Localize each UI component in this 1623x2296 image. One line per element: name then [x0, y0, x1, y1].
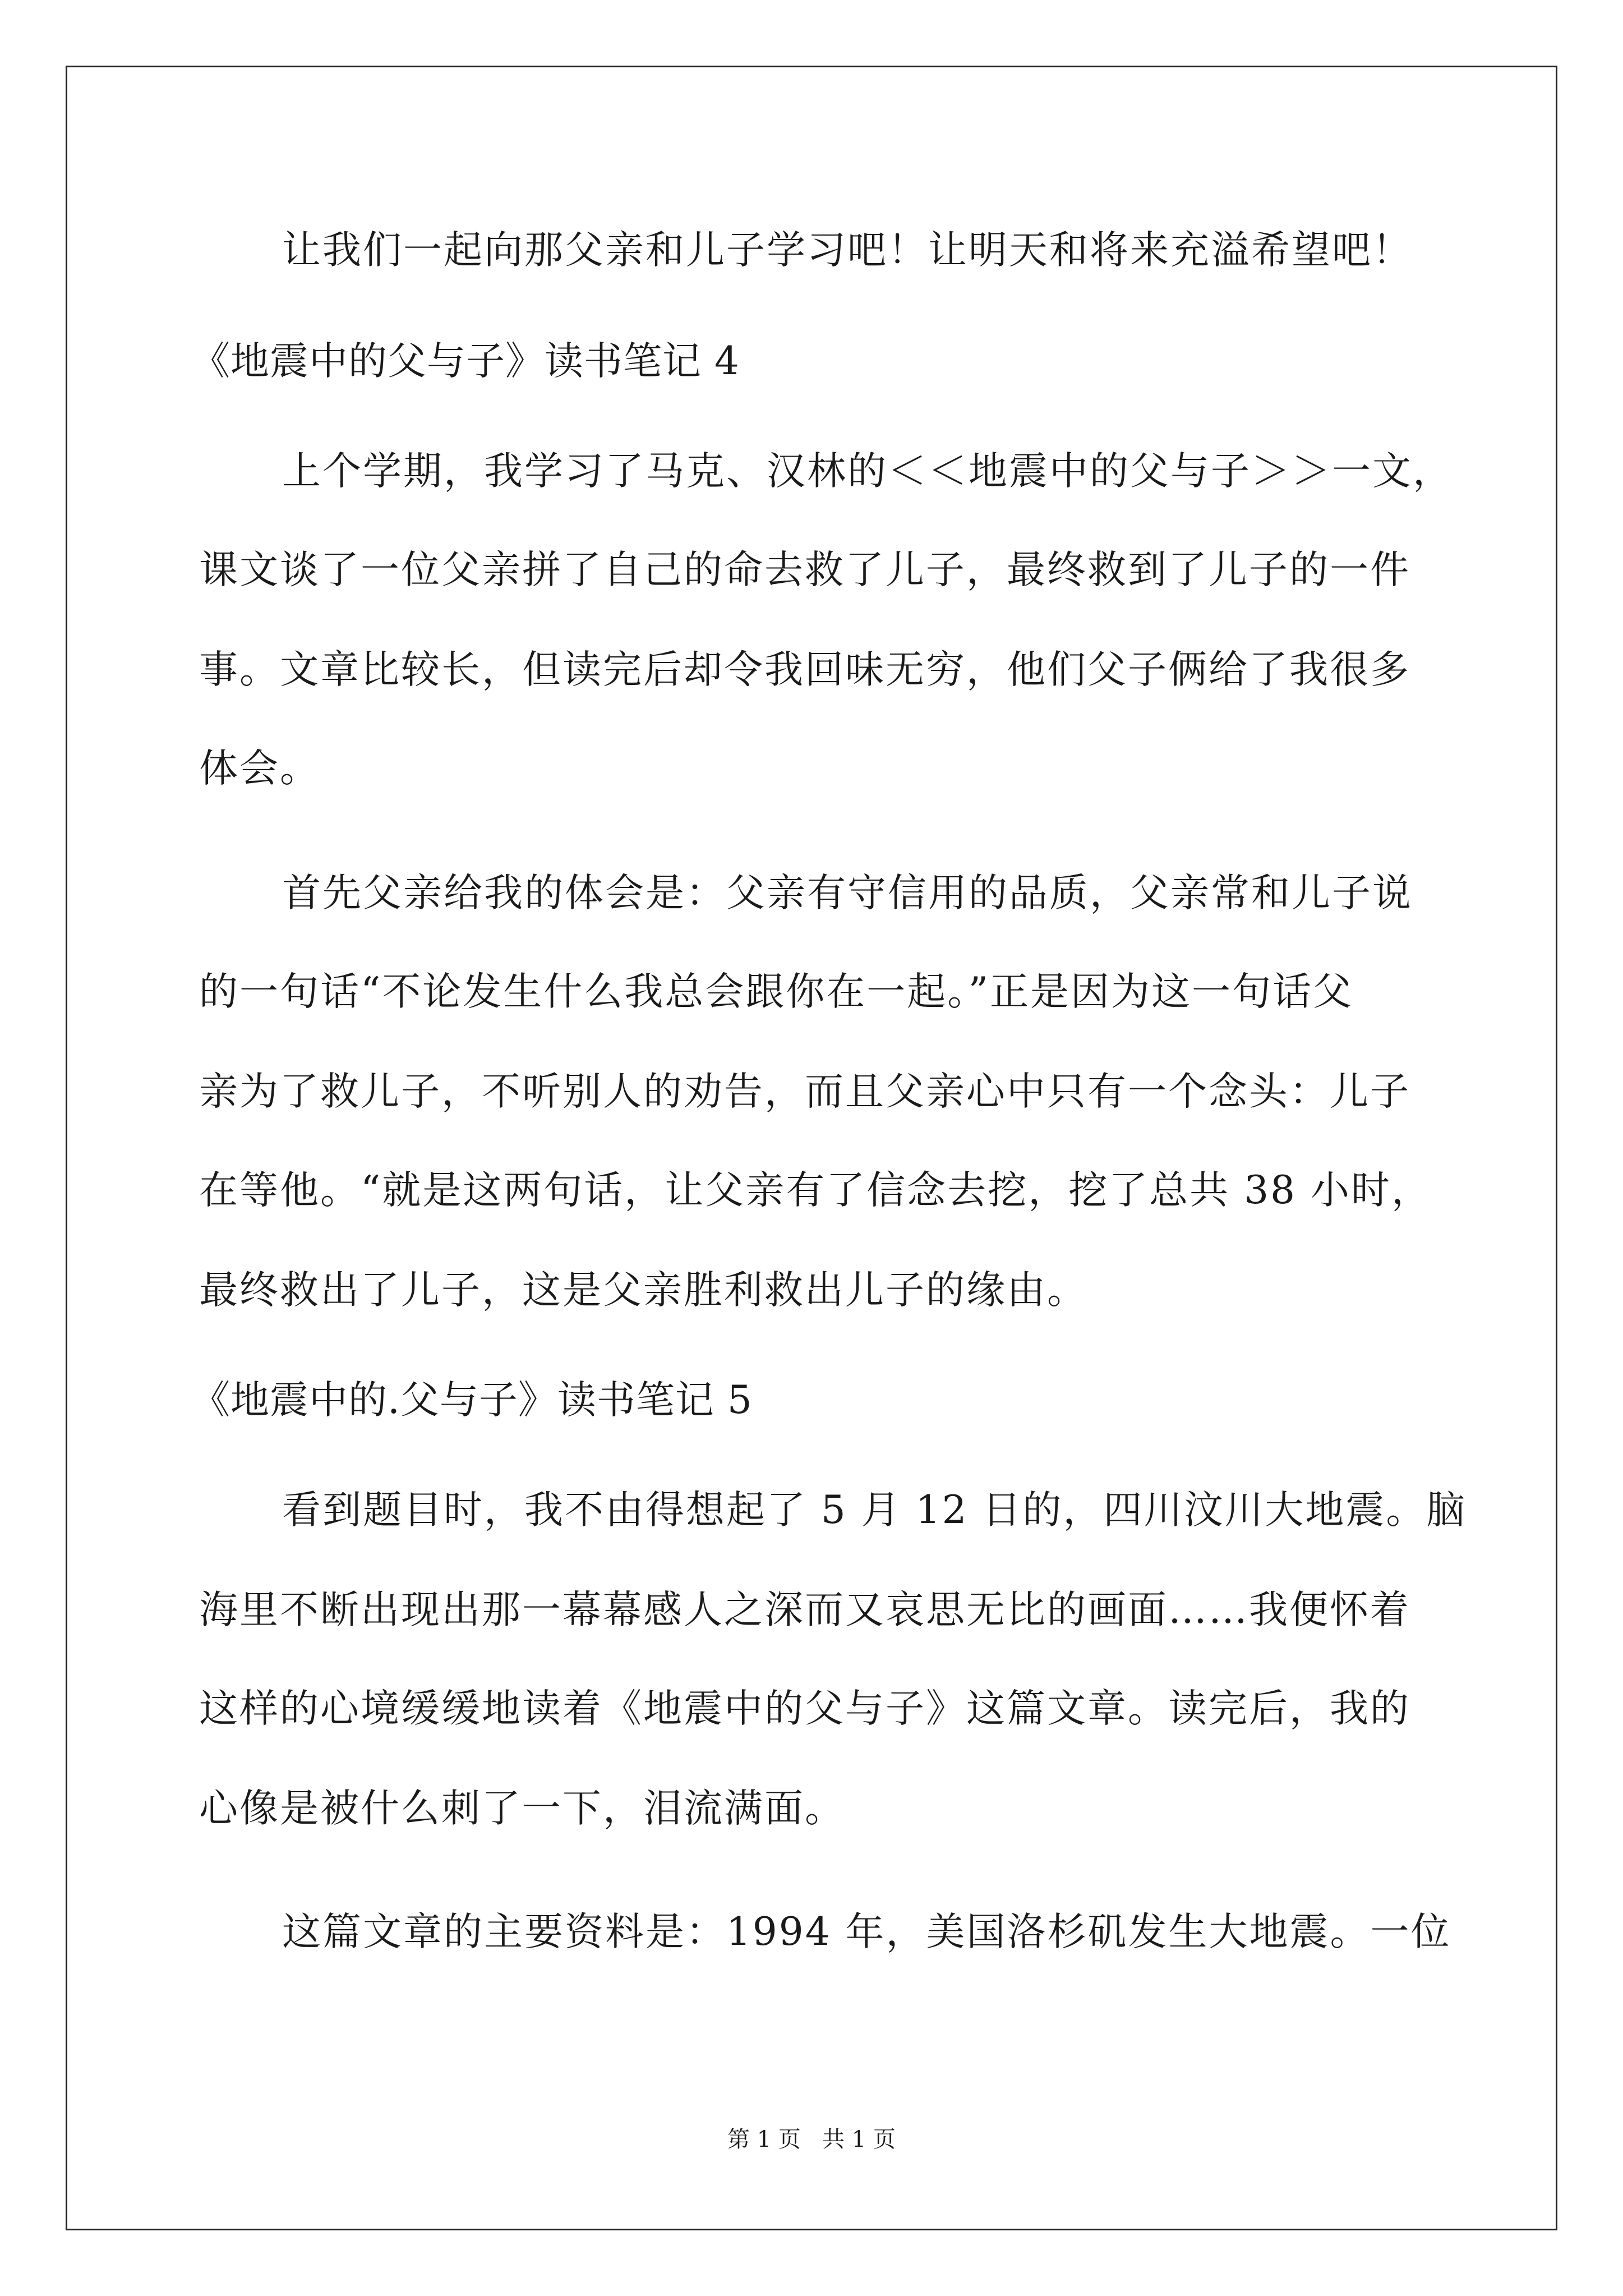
paragraph-line: 首先父亲给我的体会是：父亲有守信用的品质，父亲常和儿子说: [282, 871, 1413, 915]
paragraph-line: 课文谈了一位父亲拼了自己的命去救了儿子，最终救到了儿子的一件: [199, 547, 1410, 592]
paragraph-line: 让我们一起向那父亲和儿子学习吧！让明天和将来充溢希望吧！: [282, 228, 1413, 273]
paragraph-line: 体会。: [199, 746, 320, 791]
paragraph-line: 最终救出了儿子，这是父亲胜利救出儿子的缘由。: [199, 1268, 1087, 1313]
paragraph-line: 亲为了救儿子，不听别人的劝告，而且父亲心中只有一个念头：儿子: [199, 1069, 1410, 1114]
paragraph-line: 上个学期，我学习了马克、汉林的＜＜地震中的父与子＞＞一文，: [282, 449, 1453, 494]
paragraph-line: 在等他。“就是这两句话，让父亲有了信念去挖，挖了总共 38 小时，: [199, 1168, 1432, 1213]
page-number: 第 1 页 共 1 页: [727, 2127, 896, 2152]
section-heading: 《地震中的.父与子》读书笔记 5: [191, 1378, 753, 1423]
paragraph-line: 心像是被什么刺了一下，泪流满面。: [199, 1786, 845, 1831]
section-heading: 《地震中的父与子》读书笔记 4: [191, 339, 740, 384]
paragraph-line: 的一句话“不论发生什么我总会跟你在一起。”正是因为这一句话父: [199, 969, 1354, 1014]
paragraph-line: 这样的心境缓缓地读着《地震中的父与子》这篇文章。读完后，我的: [199, 1686, 1410, 1731]
page-border: [66, 66, 1557, 2230]
paragraph-line: 事。文章比较长，但读完后却令我回味无穷，他们父子俩给了我很多: [199, 647, 1410, 692]
paragraph-line: 看到题目时，我不由得想起了 5 月 12 日的，四川汶川大地震。脑: [282, 1488, 1467, 1533]
paragraph-line: 海里不断出现出那一幕幕感人之深而又哀思无比的画面……我便怀着: [199, 1588, 1410, 1632]
paragraph-line: 这篇文章的主要资料是：1994 年，美国洛杉矶发生大地震。一位: [282, 1910, 1451, 1954]
